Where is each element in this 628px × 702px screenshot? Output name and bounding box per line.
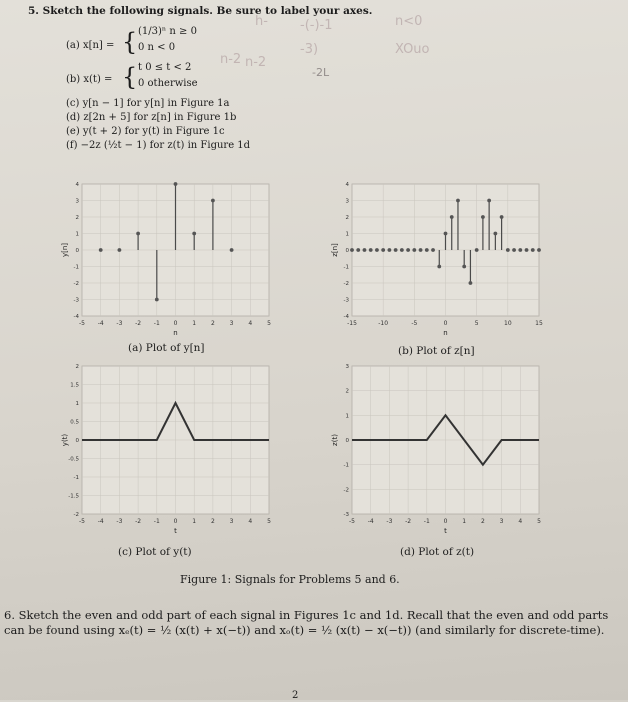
stem-marker <box>475 248 479 252</box>
problem-6-intro: 6. Sketch the even and odd part of each signal in Figures 1c and 1d. Recall that the even and odd parts can be found using <box>4 608 609 637</box>
y-tick-label: -3 <box>73 297 79 304</box>
x-tick-label: 15 <box>535 320 543 327</box>
stem-marker <box>500 215 504 219</box>
stem-marker <box>419 248 423 252</box>
x-tick-label: -3 <box>386 518 393 525</box>
x-tick-label: 1 <box>192 518 197 525</box>
x-tick-label: 0 <box>173 518 178 525</box>
x-tick-label: 2 <box>210 518 215 525</box>
pencil-note: -(-)-1 <box>300 18 333 33</box>
stem-marker <box>425 248 429 252</box>
x-tick-label: -4 <box>97 320 104 327</box>
x-tick-label: -3 <box>116 320 123 327</box>
pencil-note: -3) <box>300 42 319 57</box>
page-number: 2 <box>292 690 299 701</box>
x-tick-label: 5 <box>474 320 479 327</box>
y-tick-label: -1 <box>73 264 79 271</box>
x-tick-label: -2 <box>135 320 142 327</box>
stem-marker <box>388 248 392 252</box>
y-axis-label: z(t) <box>331 434 339 446</box>
x-tick-label: 10 <box>504 320 512 327</box>
part-d: (d) z[2n + 5] for z[n] in Figure 1b <box>66 112 237 123</box>
x-tick-label: -5 <box>79 320 85 327</box>
y-tick-label: 1 <box>345 231 349 238</box>
pencil-note: n-2 <box>220 52 242 67</box>
part-b-case-1: t 0 ≤ t < 2 <box>138 62 192 73</box>
x-tick-label: -10 <box>378 320 389 327</box>
stem-marker <box>350 248 354 252</box>
piecewise-brace: { <box>122 63 138 91</box>
x-tick-label: -3 <box>116 518 123 525</box>
y-tick-label: -1 <box>343 264 349 271</box>
pencil-note: h- <box>255 14 268 29</box>
part-e: (e) y(t + 2) for y(t) in Figure 1c <box>66 126 225 137</box>
stem-marker <box>381 248 385 252</box>
stem-marker <box>375 248 379 252</box>
y-axis-label: z[n] <box>331 243 339 257</box>
part-f: (f) −2z (½t − 1) for z(t) in Figure 1d <box>66 140 251 151</box>
y-axis-label: y[n] <box>61 242 69 258</box>
x-tick-label: 4 <box>518 518 523 525</box>
stem-marker <box>400 248 404 252</box>
problem-6-and: and <box>250 623 280 637</box>
x-axis-label: n <box>443 329 448 337</box>
y-tick-label: -1 <box>73 475 79 481</box>
caption-a: (a) Plot of y[n] <box>128 342 205 354</box>
part-a-label: (a) x[n] = <box>66 40 115 51</box>
y-tick-label: 3 <box>345 198 349 205</box>
x-tick-label: 3 <box>229 320 234 327</box>
y-tick-label: 0 <box>345 248 349 254</box>
y-tick-label: 1 <box>75 231 79 238</box>
stem-marker <box>493 232 497 236</box>
caption-c: (c) Plot of y(t) <box>118 546 192 558</box>
y-tick-label: 3 <box>345 364 349 370</box>
odd-part-formula: xₒ(t) = ½ (x(t) − x(−t)) <box>279 623 412 637</box>
pencil-note: XOuo <box>395 42 430 57</box>
stem-marker <box>136 232 140 236</box>
stem-marker <box>118 248 122 252</box>
stem-marker <box>211 199 215 203</box>
x-tick-label: 2 <box>210 320 215 327</box>
x-tick-label: -2 <box>405 518 412 525</box>
y-tick-label: 2 <box>75 364 79 370</box>
x-tick-label: -2 <box>135 518 142 525</box>
plot-a-stem-chart <box>60 178 275 338</box>
y-tick-label: -3 <box>343 512 349 518</box>
y-tick-label: -4 <box>343 314 349 320</box>
stem-marker <box>487 199 491 203</box>
part-a-case-1: (1/3)ⁿ n ≥ 0 <box>138 26 197 37</box>
x-tick-label: -1 <box>423 518 430 525</box>
stem-marker <box>363 248 367 252</box>
piecewise-brace: { <box>122 28 138 56</box>
y-axis-label: y(t) <box>61 433 69 447</box>
stem-marker <box>406 248 410 252</box>
x-tick-label: 5 <box>267 320 271 327</box>
y-tick-label: 0 <box>75 438 79 444</box>
stem-marker <box>531 248 535 252</box>
pencil-note: n<0 <box>395 14 423 29</box>
y-tick-label: -1.5 <box>68 493 79 500</box>
stem-marker <box>356 248 360 252</box>
part-b-label: (b) x(t) = <box>66 74 113 85</box>
x-axis-label: t <box>174 527 177 535</box>
problem-6-outro: (and similarly for discrete-time). <box>411 623 605 637</box>
x-tick-label: -15 <box>347 320 357 327</box>
x-tick-label: 3 <box>499 518 504 525</box>
problem-6-text <box>4 608 622 638</box>
figure-caption: Figure 1: Signals for Problems 5 and 6. <box>180 573 400 586</box>
x-tick-label: -4 <box>97 518 104 525</box>
y-tick-label: 4 <box>345 182 349 188</box>
stem-marker <box>431 248 435 252</box>
stem-marker <box>174 182 178 186</box>
stem-marker <box>537 248 541 252</box>
caption-b: (b) Plot of z[n] <box>398 345 475 357</box>
x-tick-label: 0 <box>173 320 178 327</box>
x-axis-label: t <box>444 527 447 535</box>
x-tick-label: 2 <box>480 518 485 525</box>
stem-marker <box>481 215 485 219</box>
stem-marker <box>230 248 234 252</box>
stem-marker <box>506 248 510 252</box>
x-tick-label: 0 <box>443 518 448 525</box>
y-tick-label: -2 <box>343 281 349 287</box>
stem-marker <box>512 248 516 252</box>
even-part-formula: xₑ(t) = ½ (x(t) + x(−t)) <box>118 623 251 637</box>
y-tick-label: 1 <box>345 413 349 420</box>
y-tick-label: 0 <box>75 248 79 254</box>
x-tick-label: 5 <box>267 518 271 525</box>
stem-marker <box>450 215 454 219</box>
y-tick-label: 4 <box>75 182 79 188</box>
x-tick-label: -1 <box>153 518 160 525</box>
y-tick-label: 1.5 <box>70 382 79 389</box>
stem-marker <box>369 248 373 252</box>
x-tick-label: 5 <box>537 518 541 525</box>
y-tick-label: -0.5 <box>68 456 79 463</box>
caption-d: (d) Plot of z(t) <box>400 546 475 558</box>
x-tick-label: 4 <box>248 320 253 327</box>
x-axis-label: n <box>173 329 178 337</box>
x-tick-label: 0 <box>443 320 448 327</box>
y-tick-label: 2 <box>75 215 79 221</box>
x-tick-label: 3 <box>229 518 234 525</box>
x-tick-label: 4 <box>248 518 253 525</box>
stem-marker <box>192 232 196 236</box>
y-tick-label: -4 <box>73 314 79 320</box>
plot-d-line-chart <box>330 360 545 536</box>
stem-marker <box>469 281 473 285</box>
part-b-case-2: 0 otherwise <box>138 78 198 89</box>
stem-marker <box>412 248 416 252</box>
x-tick-label: -5 <box>411 320 418 327</box>
stem-marker <box>462 265 466 269</box>
stem-marker <box>437 265 441 269</box>
x-tick-label: 1 <box>192 320 197 327</box>
plot-b-stem-chart <box>330 178 545 338</box>
stem-marker <box>394 248 398 252</box>
stem-marker <box>99 248 103 252</box>
x-tick-label: 1 <box>462 518 467 525</box>
y-tick-label: 2 <box>345 388 349 395</box>
stem-marker <box>525 248 529 252</box>
stem-marker <box>155 298 159 302</box>
y-tick-label: 1 <box>75 401 79 407</box>
plot-c-line-chart <box>60 360 275 536</box>
x-tick-label: -4 <box>367 518 374 525</box>
y-tick-label: 3 <box>75 198 79 205</box>
y-tick-label: -2 <box>73 512 79 518</box>
x-tick-label: -5 <box>79 518 85 525</box>
y-tick-label: 0.5 <box>70 419 79 426</box>
part-a-case-2: 0 n < 0 <box>138 42 176 53</box>
stem-marker <box>518 248 522 252</box>
y-tick-label: 2 <box>345 215 349 221</box>
y-tick-label: -2 <box>73 281 79 287</box>
stem-marker <box>456 199 460 203</box>
x-tick-label: -1 <box>153 320 160 327</box>
y-tick-label: -2 <box>343 487 349 494</box>
stem-marker <box>444 232 448 236</box>
y-tick-label: 0 <box>345 438 349 444</box>
pencil-note: n-2 <box>245 55 267 70</box>
problem-5-heading: 5. Sketch the following signals. Be sure to label your axes. <box>28 5 373 17</box>
pencil-note: -2L <box>312 66 330 79</box>
x-tick-label: -5 <box>349 518 355 525</box>
part-c: (c) y[n − 1] for y[n] in Figure 1a <box>66 98 230 109</box>
y-tick-label: -1 <box>343 462 349 469</box>
y-tick-label: -3 <box>343 297 349 304</box>
